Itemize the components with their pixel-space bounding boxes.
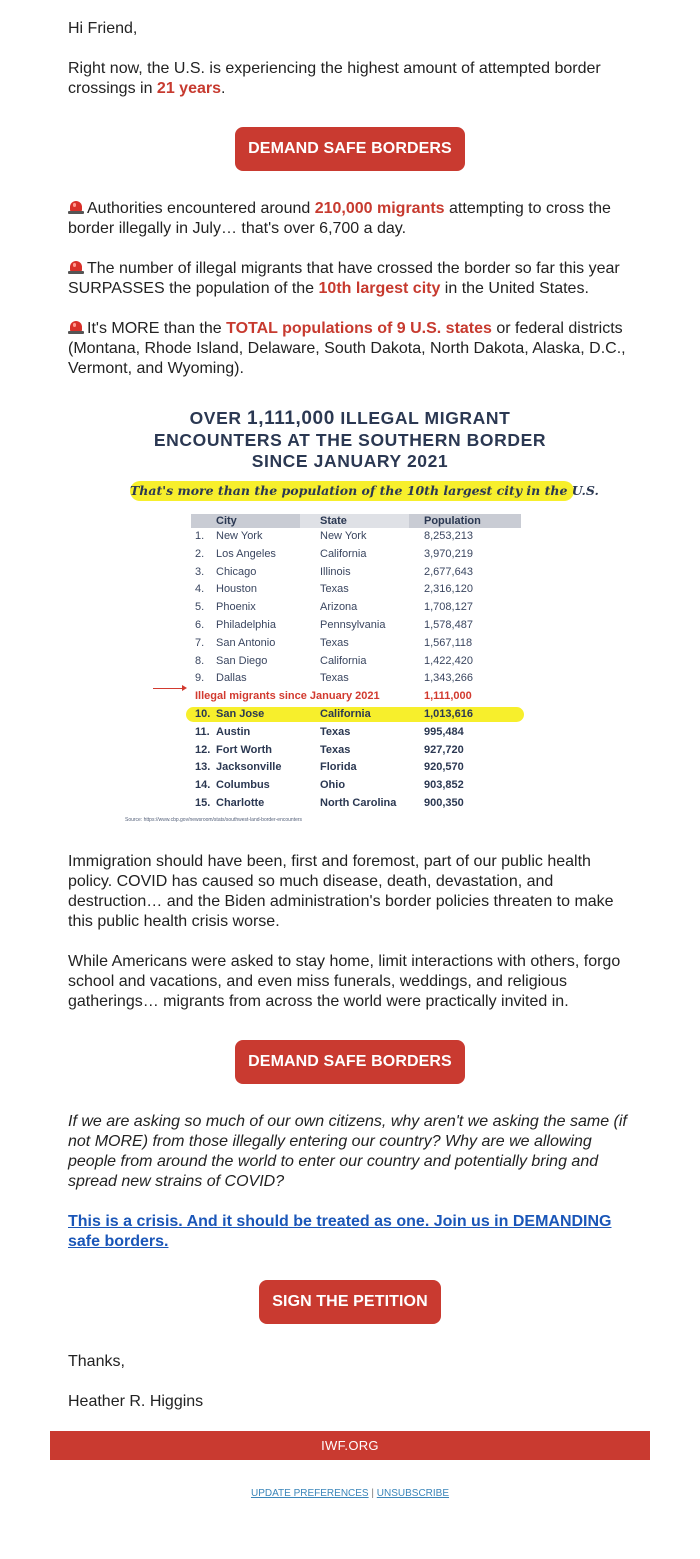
greeting: Hi Friend, xyxy=(68,20,138,37)
cell-population: 8,253,213 xyxy=(424,530,473,542)
title-line1-number: 1,111,000 xyxy=(247,408,335,429)
cell-population: 1,578,487 xyxy=(424,618,473,631)
cell-city: San Diego xyxy=(216,654,268,667)
cell-rank: 4. xyxy=(195,583,205,596)
demand-safe-borders-button-mid[interactable]: DEMAND SAFE BORDERS xyxy=(235,1040,465,1084)
table-row xyxy=(191,742,521,760)
cell-city: Los Angeles xyxy=(216,547,276,560)
footer-brand-bar[interactable] xyxy=(50,1431,650,1460)
cell-population: 1,708,127 xyxy=(424,601,473,614)
table-row xyxy=(191,528,521,546)
cell-population: 3,970,219 xyxy=(424,547,473,560)
cell-city: Houston xyxy=(216,583,257,596)
cell-rank: 6. xyxy=(195,618,205,631)
header-state: State xyxy=(300,514,409,528)
intro-end: . xyxy=(220,80,226,97)
cell-state: Illinois xyxy=(320,565,351,578)
infographic-title xyxy=(120,408,580,473)
cell-city: Phoenix xyxy=(216,601,256,614)
cell-population: 1,013,616 xyxy=(424,707,473,720)
cell-state: Florida xyxy=(320,761,357,774)
header-population: Population xyxy=(409,514,521,528)
cell-city: San Jose xyxy=(216,707,265,720)
cell-rank: 8. xyxy=(195,654,205,667)
italic-question-paragraph: If we are asking so much of our own citizens, why aren't we asking the same (if not MORE) from those illegally entering our country? Why are we allowing people from around the world to enter our country and potentially bring and spread new strains of COVID? xyxy=(68,1113,627,1190)
cell-state: Pennsylvania xyxy=(320,618,386,631)
illegal-row-population: 1,111,000 xyxy=(424,690,472,703)
table-row xyxy=(191,581,521,599)
cell-state: Texas xyxy=(320,583,349,596)
bullet-2-highlight: 10th largest city xyxy=(318,280,441,297)
unsubscribe-link[interactable]: UNSUBSCRIBE xyxy=(376,1488,450,1499)
cell-city: Columbus xyxy=(216,779,270,792)
cell-city: New York xyxy=(216,530,263,542)
bullet-3-highlight: TOTAL populations of 9 U.S. states xyxy=(226,320,492,337)
table-row xyxy=(191,759,521,777)
cell-city: Jacksonville xyxy=(216,761,282,774)
city-population-table xyxy=(125,514,521,823)
cell-population: 2,316,120 xyxy=(424,583,473,596)
siren-icon xyxy=(68,320,84,334)
thanks-text: Thanks, xyxy=(68,1353,125,1370)
footer-links xyxy=(0,1488,700,1499)
cell-state: Arizona xyxy=(320,601,358,614)
sign-the-petition-button[interactable]: SIGN THE PETITION xyxy=(259,1280,441,1324)
cell-rank: 9. xyxy=(195,672,205,685)
demand-safe-borders-button-top[interactable]: DEMAND SAFE BORDERS xyxy=(235,127,465,171)
bullet-1-highlight: 210,000 migrants xyxy=(314,200,445,217)
cell-state: Texas xyxy=(320,672,349,685)
cell-rank: 7. xyxy=(195,636,205,649)
table-row xyxy=(191,546,521,564)
cell-population: 1,422,420 xyxy=(424,654,473,667)
siren-icon xyxy=(68,200,84,214)
bullet-2-end: in the United States. xyxy=(440,280,589,297)
cell-rank: 10. xyxy=(195,707,211,720)
arrow-icon xyxy=(153,688,183,689)
cell-state: North Carolina xyxy=(320,796,397,809)
cell-rank: 14. xyxy=(195,779,211,792)
title-line3: SINCE JANUARY 2021 xyxy=(251,451,449,471)
cell-city: Philadelphia xyxy=(216,618,276,631)
cell-rank: 15. xyxy=(195,796,211,809)
cell-city: Dallas xyxy=(216,672,247,685)
cell-rank: 1. xyxy=(195,530,205,542)
table-row xyxy=(191,795,521,813)
cell-rank: 11. xyxy=(195,725,210,738)
bullet-3-text: It's MORE than the xyxy=(87,320,227,337)
crisis-petition-link[interactable]: This is a crisis. And it should be treated as one. Join us in DEMANDING safe borders. xyxy=(68,1213,612,1250)
table-row xyxy=(191,635,521,653)
cell-rank: 3. xyxy=(195,565,205,578)
table-header xyxy=(191,514,521,528)
footer-brand[interactable]: IWF.ORG xyxy=(321,1438,379,1453)
intro-paragraph xyxy=(68,59,638,99)
bullet-3-end: or federal districts (Montana, Rhode Island, Delaware, South Dakota, North Dakota, Alaska, D.C., Vermont, and Wyoming). xyxy=(68,320,626,377)
cell-state: Texas xyxy=(320,725,351,738)
table-row xyxy=(191,777,521,795)
table-row xyxy=(191,617,521,635)
cell-population: 2,677,643 xyxy=(424,565,473,578)
cell-state: California xyxy=(320,547,367,560)
cell-population: 1,343,266 xyxy=(424,672,473,685)
intro-highlight: 21 years xyxy=(156,80,221,97)
cell-population: 995,484 xyxy=(424,725,464,738)
update-preferences-link[interactable]: UPDATE PREFERENCES xyxy=(250,1488,369,1499)
infographic xyxy=(120,400,599,830)
cell-city: Austin xyxy=(216,725,251,738)
table-row xyxy=(191,564,521,582)
title-line1-post: ILLEGAL MIGRANT xyxy=(334,408,511,428)
cell-population: 920,570 xyxy=(424,761,464,774)
illegal-row-label: Illegal migrants since January 2021 xyxy=(195,690,380,703)
table-row xyxy=(191,653,521,671)
footer-separator: | xyxy=(368,1488,377,1499)
title-line1-pre: OVER xyxy=(189,408,248,428)
illegal-migrants-row xyxy=(191,688,521,706)
table-rows-top xyxy=(191,528,521,688)
table-row xyxy=(191,599,521,617)
cell-city: Chicago xyxy=(216,565,257,578)
table-row xyxy=(191,724,521,742)
bullet-paragraph-1 xyxy=(68,199,638,239)
cell-rank: 2. xyxy=(195,547,205,560)
bullet-1-end: attempting to cross the border illegally in July… that's over 6,700 a day. xyxy=(68,200,611,237)
bullet-1-text: Authorities encountered around xyxy=(87,200,315,217)
stay-home-paragraph: While Americans were asked to stay home, limit interactions with others, forgo school and vacations, and even miss funerals, weddings, and religious gatherings… migrants from across the world were practically invited in. xyxy=(68,953,621,1010)
infographic-source: Source: https://www.cbp.gov/newsroom/stats/southwest-land-border-encounters xyxy=(125,816,303,823)
bullet-2-text: The number of illegal migrants that have crossed the border so far this year SURPASSES the population of the xyxy=(68,260,620,297)
cell-population: 1,567,118 xyxy=(424,636,473,649)
health-policy-paragraph: Immigration should have been, first and foremost, part of our public health policy. COVID has caused so much disease, death, devastation, and destruction… and the Biden administration's border policies threaten to make this public health crisis worse. xyxy=(68,853,614,930)
header-city: City xyxy=(191,514,300,528)
cell-state: California xyxy=(320,707,371,720)
cell-state: Texas xyxy=(320,636,349,649)
cell-state: New York xyxy=(320,530,367,542)
cell-rank: 5. xyxy=(195,601,205,614)
table-row xyxy=(191,706,521,724)
cell-state: Ohio xyxy=(320,779,346,792)
cell-city: Fort Worth xyxy=(216,743,273,756)
table-rows-bottom xyxy=(191,706,521,813)
siren-icon xyxy=(68,260,84,274)
cell-rank: 13. xyxy=(195,761,211,774)
title-line2: ENCOUNTERS AT THE SOUTHERN BORDER xyxy=(153,429,547,450)
cell-city: Charlotte xyxy=(216,796,265,809)
cell-population: 927,720 xyxy=(424,743,464,756)
intro-text: Right now, the U.S. is experiencing the highest amount of attempted border crossings in xyxy=(68,60,601,97)
cell-rank: 12. xyxy=(195,743,211,756)
cell-population: 903,852 xyxy=(424,779,464,792)
cell-state: Texas xyxy=(320,743,351,756)
table-row xyxy=(191,670,521,688)
cell-state: California xyxy=(320,654,367,667)
infographic-subtitle: That's more than the population of the 10th largest city in the U.S. xyxy=(130,481,574,501)
cell-city: San Antonio xyxy=(216,636,276,649)
bullet-paragraph-2 xyxy=(68,259,638,299)
cell-population: 900,350 xyxy=(424,796,464,809)
bullet-paragraph-3 xyxy=(68,319,638,379)
signature: Heather R. Higgins xyxy=(68,1393,204,1410)
